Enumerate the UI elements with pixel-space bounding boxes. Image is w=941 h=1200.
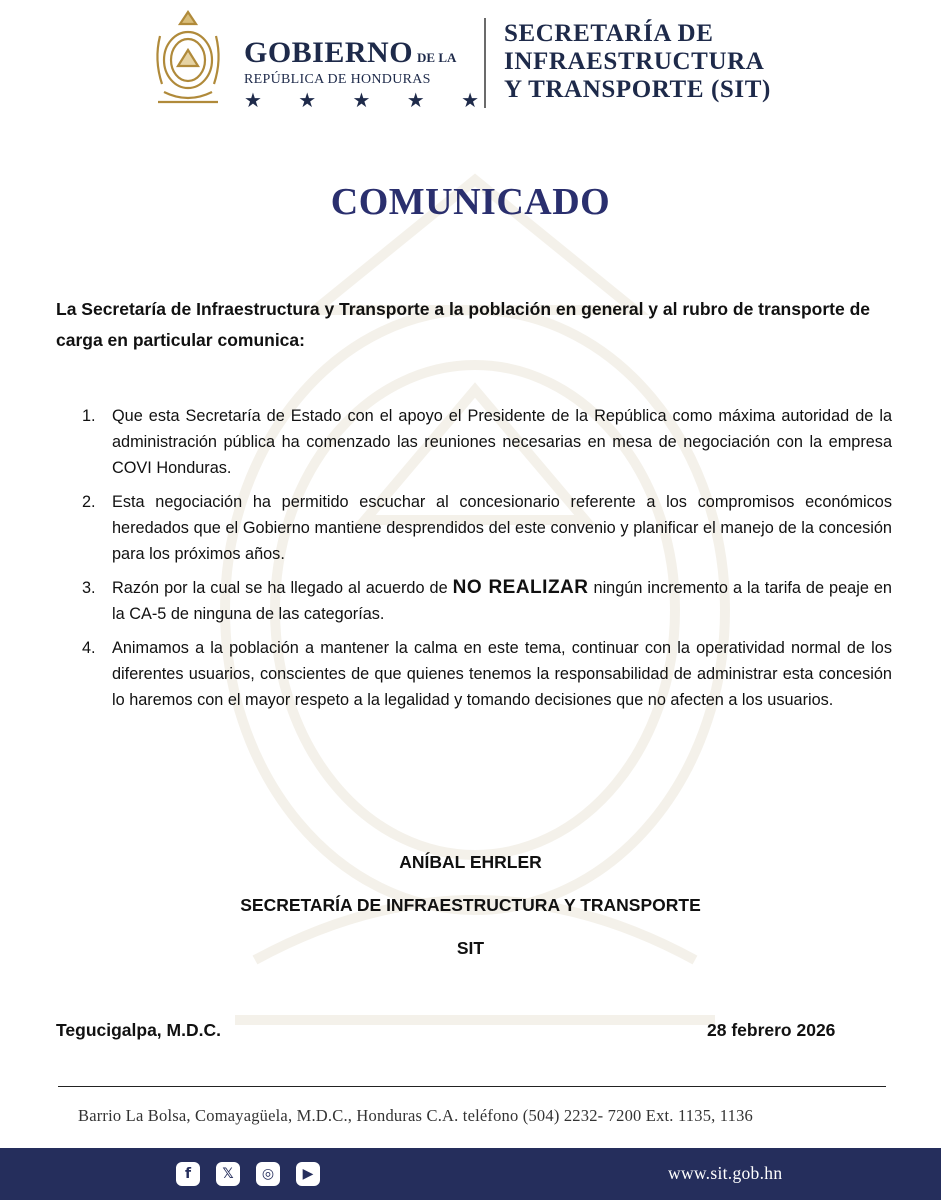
website-link[interactable]: www.sit.gob.hn — [668, 1163, 783, 1183]
list-item — [82, 489, 892, 567]
facebook-icon[interactable]: f — [176, 1162, 200, 1186]
list-number: 4. — [82, 639, 96, 657]
youtube-icon[interactable]: ▶ — [296, 1162, 320, 1186]
intro-paragraph: La Secretaría de Infraestructura y Transporte a la población en general y al rubro de transporte de carga en particular comunica: — [56, 299, 871, 350]
signatory-office: SECRETARÍA DE INFRAESTRUCTURA Y TRANSPORTE — [240, 895, 701, 915]
star-icon: ★ — [406, 90, 425, 112]
x-icon[interactable]: 𝕏 — [216, 1162, 240, 1186]
address: Barrio La Bolsa, Comayagüela, M.D.C., Honduras C.A. teléfono (504) 2232- 7200 Ext. 1135, 1136 — [78, 1106, 753, 1125]
signatory-name: ANÍBAL EHRLER — [399, 852, 542, 872]
header-divider — [484, 18, 486, 108]
stars-row — [244, 88, 479, 113]
letterhead — [152, 8, 802, 112]
list-number: 1. — [82, 407, 96, 425]
instagram-icon[interactable]: ◎ — [256, 1162, 280, 1186]
list-text: Que esta Secretaría de Estado con el apoyo el Presidente de la República como máxima autoridad de la administración pública ha comenzado las reuniones necesarias en mesa de negociación con la empresa COVI Honduras. — [112, 407, 892, 477]
list-number: 3. — [82, 579, 96, 597]
star-icon: ★ — [461, 90, 479, 112]
list-number: 2. — [82, 493, 96, 511]
list-text: Esta negociación ha permitido escuchar al concesionario referente a los compromisos económicos heredados que el Gobierno mantiene desprendidos del este convenio y planificar el manejo de la concesión para los próximos años. — [112, 493, 892, 563]
star-icon: ★ — [298, 90, 317, 112]
emphasis-text: NO REALIZAR — [452, 577, 589, 598]
footer-rule — [58, 1086, 886, 1087]
star-icon: ★ — [352, 90, 371, 112]
date: 28 febrero 2026 — [707, 1020, 836, 1040]
ministry-name: SECRETARÍA DE INFRAESTRUCTURA Y TRANSPORTE (SIT) — [504, 20, 771, 103]
list-item — [82, 403, 892, 481]
footer-bar — [0, 1148, 941, 1200]
list-item — [82, 635, 892, 713]
list-text: Animamos a la población a mantener la calma en este tema, continuar con la operatividad normal de los diferentes usuarios, conscientes de que quienes tenemos la responsabilidad de administrar esta concesión lo haremos con el mayor respeto a la legalidad y tomando decisiones que no afecten a los usuarios. — [112, 639, 892, 709]
gov-subtitle: REPÚBLICA DE HONDURAS — [244, 72, 431, 87]
star-icon: ★ — [244, 90, 262, 112]
honduras-coat-of-arms-icon — [152, 8, 224, 108]
social-links — [176, 1162, 320, 1186]
document-title: COMUNICADO — [330, 181, 611, 223]
list-text: Razón por la cual se ha llegado al acuerdo de NO REALIZAR ningún incremento a la tarifa de peaje en la CA-5 de ninguna de las categorías. — [112, 577, 892, 623]
signatory-acronym: SIT — [456, 938, 485, 958]
place: Tegucigalpa, M.D.C. — [56, 1020, 221, 1040]
numbered-list — [82, 403, 892, 721]
gov-title: GOBIERNO DE LA — [244, 36, 457, 69]
list-item — [82, 575, 892, 627]
